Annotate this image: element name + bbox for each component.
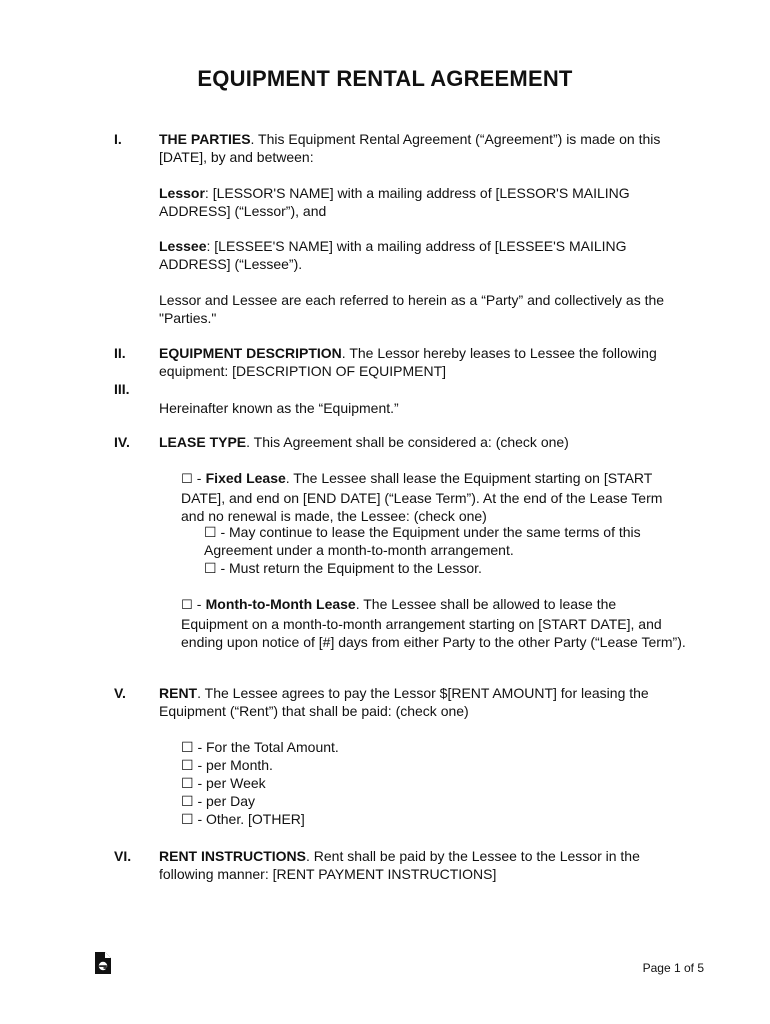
fixed-lease-text: . The Lessee shall lease the Equipment starting on [START DATE], and end on [END DATE] (“Lease Term”). At the end of the Lease Term and no renewal is made, the Lessee: (check one): [181, 470, 663, 524]
page-number: Page 1 of 5: [642, 961, 704, 975]
fixed-lease-option-return[interactable]: ☐ - Must return the Equipment to the Lessor.: [204, 560, 482, 576]
equipment-text: . The Lessor hereby leases to Lessee the following equipment: [DESCRIPTION OF EQUIPMENT]: [159, 345, 657, 379]
equipment-hereinafter: Hereinafter known as the “Equipment.”: [159, 400, 399, 416]
fixed-lease-checkbox[interactable]: ☐ -: [181, 472, 206, 487]
rent-instructions-paragraph: [159, 847, 684, 883]
lease-type-text: . This Agreement shall be considered a: (check one): [246, 434, 569, 450]
document-title: EQUIPMENT RENTAL AGREEMENT: [197, 66, 573, 91]
rent-options-list: [181, 738, 686, 828]
section-number-iii: III.: [114, 381, 130, 397]
section-number-equipment: II.: [114, 345, 126, 361]
rent-instructions-heading: RENT INSTRUCTIONS: [159, 848, 306, 864]
lease-type-heading: LEASE TYPE: [159, 434, 247, 450]
rent-option-day[interactable]: ☐ - per Day: [181, 793, 256, 809]
eforms-document-icon: [94, 951, 112, 975]
fixed-lease-paragraph: [181, 469, 686, 525]
lessor-label: Lessor: [159, 185, 205, 201]
parties-heading: THE PARTIES: [159, 131, 251, 147]
rent-text: . The Lessee agrees to pay the Lessor $[RENT AMOUNT] for leasing the Equipment (“Rent”) that shall be paid: (check one): [159, 685, 649, 719]
rent-heading: RENT: [159, 685, 198, 701]
lease-type-paragraph: [159, 433, 684, 451]
fixed-lease-label: Fixed Lease: [205, 470, 286, 486]
section-number-rent-instructions: VI.: [114, 848, 132, 864]
rent-option-month[interactable]: ☐ - per Month.: [181, 757, 273, 773]
month-to-month-checkbox[interactable]: ☐ -: [181, 598, 206, 613]
month-to-month-paragraph: [181, 595, 686, 651]
rent-option-other[interactable]: ☐ - Other. [OTHER]: [181, 811, 305, 827]
month-to-month-text: . The Lessee shall be allowed to lease the Equipment on a month-to-month arrangement starting on [START DATE], and ending upon notice of [#] days from either Party to the other Party (“Lease Term”).: [181, 596, 686, 650]
rent-option-total[interactable]: ☐ - For the Total Amount.: [181, 739, 339, 755]
parties-closing-paragraph: Lessor and Lessee are each referred to herein as a “Party” and collectively as the "Parties.": [159, 292, 665, 326]
fixed-lease-option-continue[interactable]: ☐ - May continue to lease the Equipment under the same terms of this Agreement under a month-to-month arrangement.: [204, 524, 641, 558]
lessee-label: Lessee: [159, 238, 207, 254]
lessee-paragraph: [159, 237, 684, 273]
equipment-paragraph: [159, 344, 684, 380]
rent-option-week[interactable]: ☐ - per Week: [181, 775, 266, 791]
lessor-text: : [LESSOR'S NAME] with a mailing address of [LESSOR'S MAILING ADDRESS] (“Lessor”), and: [159, 185, 630, 219]
rent-instructions-text: . Rent shall be paid by the Lessee to the Lessor in the following manner: [RENT PAYMENT INSTRUCTIONS]: [159, 848, 640, 882]
section-number-rent: V.: [114, 685, 126, 701]
rent-paragraph: [159, 684, 684, 720]
section-number-parties: I.: [114, 131, 122, 147]
equipment-heading: EQUIPMENT DESCRIPTION: [159, 345, 342, 361]
lessor-paragraph: [159, 184, 684, 220]
parties-paragraph: [159, 130, 684, 166]
month-to-month-label: Month-to-Month Lease: [205, 596, 356, 612]
lessee-text: : [LESSEE'S NAME] with a mailing address of [LESSEE'S MAILING ADDRESS] (“Lessee”).: [159, 238, 627, 272]
section-number-lease-type: IV.: [114, 434, 130, 450]
parties-text: . This Equipment Rental Agreement (“Agreement”) is made on this [DATE], by and between:: [159, 131, 661, 165]
